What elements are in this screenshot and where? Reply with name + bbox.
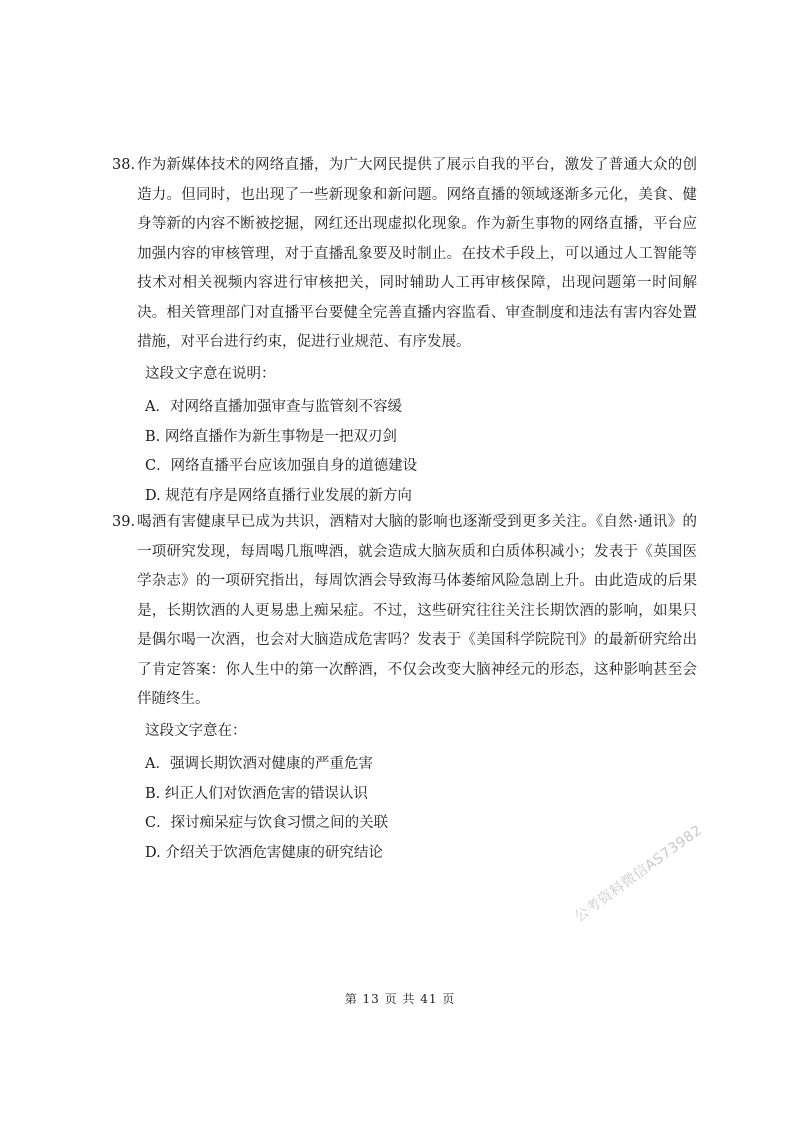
option-list [145, 393, 697, 511]
option-list [145, 750, 697, 868]
option-c: C．探讨痴呆症与饮食习惯之间的关联 [145, 815, 389, 831]
option-b: B. 纠正人们对饮酒危害的错误认识 [145, 785, 368, 802]
question-number: 39. [112, 514, 136, 530]
option-d: D. 介绍关于饮酒危害健康的研究结论 [145, 844, 383, 861]
question-prompt: 这段文字意在说明： [145, 365, 276, 382]
question-stem [112, 508, 697, 715]
question-prompt: 这段文字意在： [145, 722, 247, 739]
watermark: 公考资料微信AS73982 [571, 822, 706, 926]
question-39 [112, 508, 697, 868]
option-a: A．对网络直播加强审查与监管刻不容缓 [145, 399, 402, 415]
option-d: D. 规范有序是网络直播行业发展的新方向 [145, 487, 412, 504]
option-c: C．网络直播平台应该加强自身的道德建设 [145, 458, 418, 474]
page-footer: 第 13 页 共 41 页 [344, 992, 456, 1006]
question-stem [112, 151, 697, 358]
option-a: A．强调长期饮酒对健康的严重危害 [145, 756, 373, 772]
question-number: 38. [112, 157, 136, 173]
question-text: 作为新媒体技术的网络直播，为广大网民提供了展示自我的平台，激发了普通大众的创造力。但同时，也出现了一些新现象和新问题。网络直播的领域逐渐多元化，美食、健身等新的内容不断被挖掘，网红还出现虚拟化现象。作为新生事物的网络直播，平台应加强内容的审核管理，对于直播乱象要及时制止。在技术手段上，可以通过人工智能等技术对相关视频内容进行审核把关，同时辅助人工再审核保障，出现问题第一时间解决。相关管理部门对直播平台要健全完善直播内容监看、审查制度和违法有害内容处置措施，对平台进行约束，促进行业规范、有序发展。 [137, 157, 697, 350]
option-b: B. 网络直播作为新生事物是一把双刃剑 [145, 428, 397, 445]
question-text: 喝酒有害健康早已成为共识，酒精对大脑的影响也逐渐受到更多关注。《自然·通讯》的一项研究发现，每周喝几瓶啤酒，就会造成大脑灰质和白质体积减小；发表于《英国医学杂志》的一项研究指出，每周饮酒会导致海马体萎缩风险急剧上升。由此造成的后果是，长期饮酒的人更易患上痴呆症。不过，这些研究往往关注长期饮酒的影响，如果只是偶尔喝一次酒，也会对大脑造成危害吗？发表于《美国科学院院刊》的最新研究给出了肯定答案：你人生中的第一次醉酒，不仅会改变大脑神经元的形态，这种影响甚至会伴随终生。 [137, 514, 697, 707]
question-38 [112, 151, 697, 511]
